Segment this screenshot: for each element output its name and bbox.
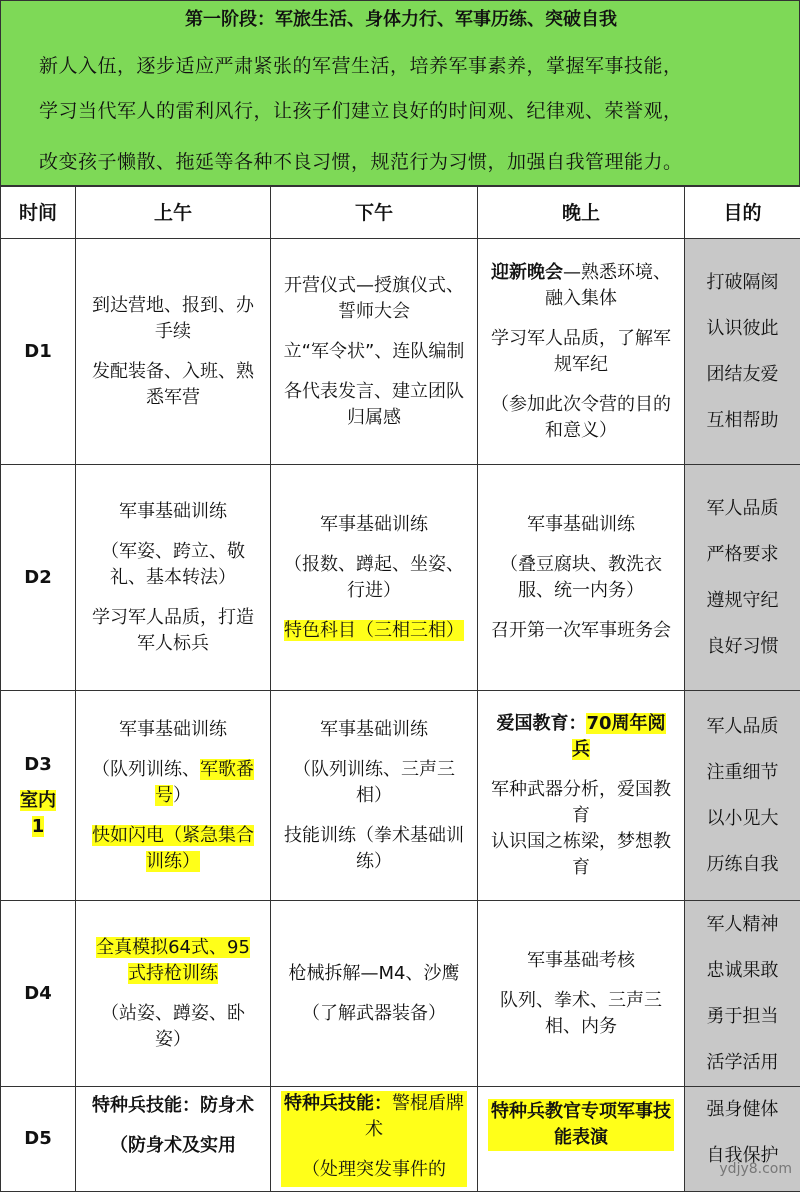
- col-header-time: 时间: [1, 187, 76, 239]
- activity: 军事基础训练: [283, 512, 465, 538]
- highlighted-activity: 全真模拟64式、95式持枪训练: [96, 937, 250, 984]
- activity: 认识国之栋梁，梦想教育: [490, 829, 672, 881]
- evening-cell: [478, 239, 685, 465]
- goal-cell: [685, 239, 800, 465]
- activity-bold: 爱国教育：: [496, 713, 586, 734]
- goal-item: 认识彼此: [685, 306, 800, 352]
- morning-cell: [76, 901, 271, 1087]
- highlighted-activity: 70周年阅兵: [572, 713, 666, 760]
- activity: [490, 260, 672, 312]
- indoor-tag: 室内1: [20, 790, 56, 837]
- col-header-goal: 目的: [685, 187, 800, 239]
- highlighted-activity: 特色科目（三相三相）: [284, 620, 464, 641]
- goal-item: 军人精神: [685, 902, 800, 948]
- activity: 军事基础训练: [88, 717, 258, 743]
- activity-text: （队列训练、: [92, 759, 200, 780]
- goal-cell: [685, 465, 800, 691]
- table-row: [1, 465, 800, 691]
- goal-cell: [685, 901, 800, 1087]
- goal-item: 打破隔阂: [685, 260, 800, 306]
- afternoon-cell: [271, 1087, 478, 1192]
- goal-item: 良好习惯: [685, 624, 800, 670]
- activity: 枪械拆解—M4、沙鹰: [283, 961, 465, 987]
- table-header-row: [1, 187, 800, 239]
- goal-item: 强身健体: [685, 1087, 800, 1133]
- activity: [281, 1091, 467, 1143]
- table-row: [1, 691, 800, 901]
- evening-cell: [478, 1087, 685, 1192]
- activity: [490, 711, 672, 763]
- evening-cell: [478, 691, 685, 901]
- activity: [283, 618, 465, 644]
- table-row: [1, 901, 800, 1087]
- goal-item: 遵规守纪: [685, 578, 800, 624]
- stage-header: [0, 0, 800, 186]
- activity: 到达营地、报到、办手续: [88, 293, 258, 345]
- evening-cell: [478, 901, 685, 1087]
- day-label: D5: [1, 1087, 76, 1192]
- activity: 军事基础训练: [283, 717, 465, 743]
- activity-text: —熟悉环境、融入集体: [545, 262, 671, 309]
- col-header-morning: 上午: [76, 187, 271, 239]
- highlighted-activity: 特种兵教官专项军事技能表演: [488, 1099, 674, 1151]
- goal-item: 注重细节: [685, 750, 800, 796]
- evening-cell: [478, 465, 685, 691]
- activity-text: ）: [173, 785, 191, 806]
- activity: 立“军令状”、连队编制: [283, 339, 465, 365]
- morning-cell: [76, 1087, 271, 1192]
- activity: 学习军人品质，打造军人标兵: [88, 605, 258, 657]
- morning-cell: [76, 691, 271, 901]
- activity: （处理突发事件的: [281, 1157, 467, 1183]
- day-label: D2: [1, 465, 76, 691]
- goal-item: 严格要求: [685, 532, 800, 578]
- goal-item: 团结友爱: [685, 352, 800, 398]
- goal-item: 活学活用: [685, 1040, 800, 1086]
- activity: （队列训练、三声三相）: [283, 757, 465, 809]
- goal-item: 以小见大: [685, 796, 800, 842]
- afternoon-cell: [271, 901, 478, 1087]
- activity: [88, 757, 258, 809]
- activity: 召开第一次军事班务会: [490, 618, 672, 644]
- afternoon-cell: [271, 239, 478, 465]
- col-header-evening: 晚上: [478, 187, 685, 239]
- table-row: [1, 239, 800, 465]
- activity: 军种武器分析，爱国教育: [490, 777, 672, 829]
- activity: （了解武器装备）: [283, 1001, 465, 1027]
- morning-cell: [76, 239, 271, 465]
- activity: 技能训练（拳术基础训练）: [283, 823, 465, 875]
- activity-bold: 迎新晚会: [491, 262, 563, 283]
- activity: 军事基础考核: [490, 948, 672, 974]
- goal-item: 历练自我: [685, 842, 800, 888]
- site-watermark: ydjy8.com: [719, 1161, 792, 1177]
- goal-item: 勇于担当: [685, 994, 800, 1040]
- schedule-table: [0, 186, 800, 1192]
- day-label: D3: [1, 752, 75, 778]
- table-row: [1, 1087, 800, 1192]
- activity: 特种兵技能：防身术: [88, 1093, 258, 1119]
- activity: （叠豆腐块、教洗衣服、统一内务）: [490, 552, 672, 604]
- activity: 军事基础训练: [88, 499, 258, 525]
- activity: （参加此次令营的目的和意义）: [490, 392, 672, 444]
- activity: 军事基础训练: [490, 512, 672, 538]
- day-label: D4: [1, 901, 76, 1087]
- activity: 各代表发言、建立团队归属感: [283, 379, 465, 431]
- activity: 学习军人品质，了解军规军纪: [490, 326, 672, 378]
- goal-item: 自我保护: [685, 1133, 800, 1179]
- activity: 开营仪式—授旗仪式、誓师大会: [283, 273, 465, 325]
- day-label: D1: [1, 239, 76, 465]
- morning-cell: [76, 465, 271, 691]
- activity-text: 警棍盾牌术: [365, 1093, 464, 1140]
- activity: 队列、拳术、三声三相、内务: [490, 988, 672, 1040]
- activity: （军姿、跨立、敬礼、基本转法）: [88, 539, 258, 591]
- activity: （报数、蹲起、坐姿、行进）: [283, 552, 465, 604]
- goal-item: 军人品质: [685, 704, 800, 750]
- activity: 发配装备、入班、熟悉军营: [88, 359, 258, 411]
- goal-item: 忠诚果敢: [685, 948, 800, 994]
- goal-cell: [685, 691, 800, 901]
- stage-desc-line-2: 学习当代军人的雷利风行，让孩子们建立良好的时间观、纪律观、荣誉观，: [39, 96, 683, 123]
- activity-bold: 特种兵技能：: [284, 1093, 392, 1114]
- highlighted-activity: [281, 1091, 467, 1187]
- activity: [88, 823, 258, 875]
- stage-title: 第一阶段：军旅生活、身体力行、军事历练、突破自我: [1, 5, 800, 31]
- activity: [88, 935, 258, 987]
- highlighted-activity: 快如闪电（紧急集合训练）: [92, 825, 254, 872]
- stage-desc-line-3: 改变孩子懒散、拖延等各种不良习惯，规范行为习惯，加强自我管理能力。: [39, 147, 683, 174]
- stage-desc-line-1: 新人入伍，逐步适应严肃紧张的军营生活，培养军事素养，掌握军事技能，: [39, 51, 683, 78]
- activity: （站姿、蹲姿、卧姿）: [88, 1001, 258, 1053]
- afternoon-cell: [271, 691, 478, 901]
- goal-item: 互相帮助: [685, 398, 800, 444]
- col-header-afternoon: 下午: [271, 187, 478, 239]
- activity: （防身术及实用: [88, 1133, 258, 1159]
- day-label-cell: [1, 691, 76, 901]
- afternoon-cell: [271, 465, 478, 691]
- highlighted-activity: 军歌番号: [155, 759, 254, 806]
- goal-item: 军人品质: [685, 486, 800, 532]
